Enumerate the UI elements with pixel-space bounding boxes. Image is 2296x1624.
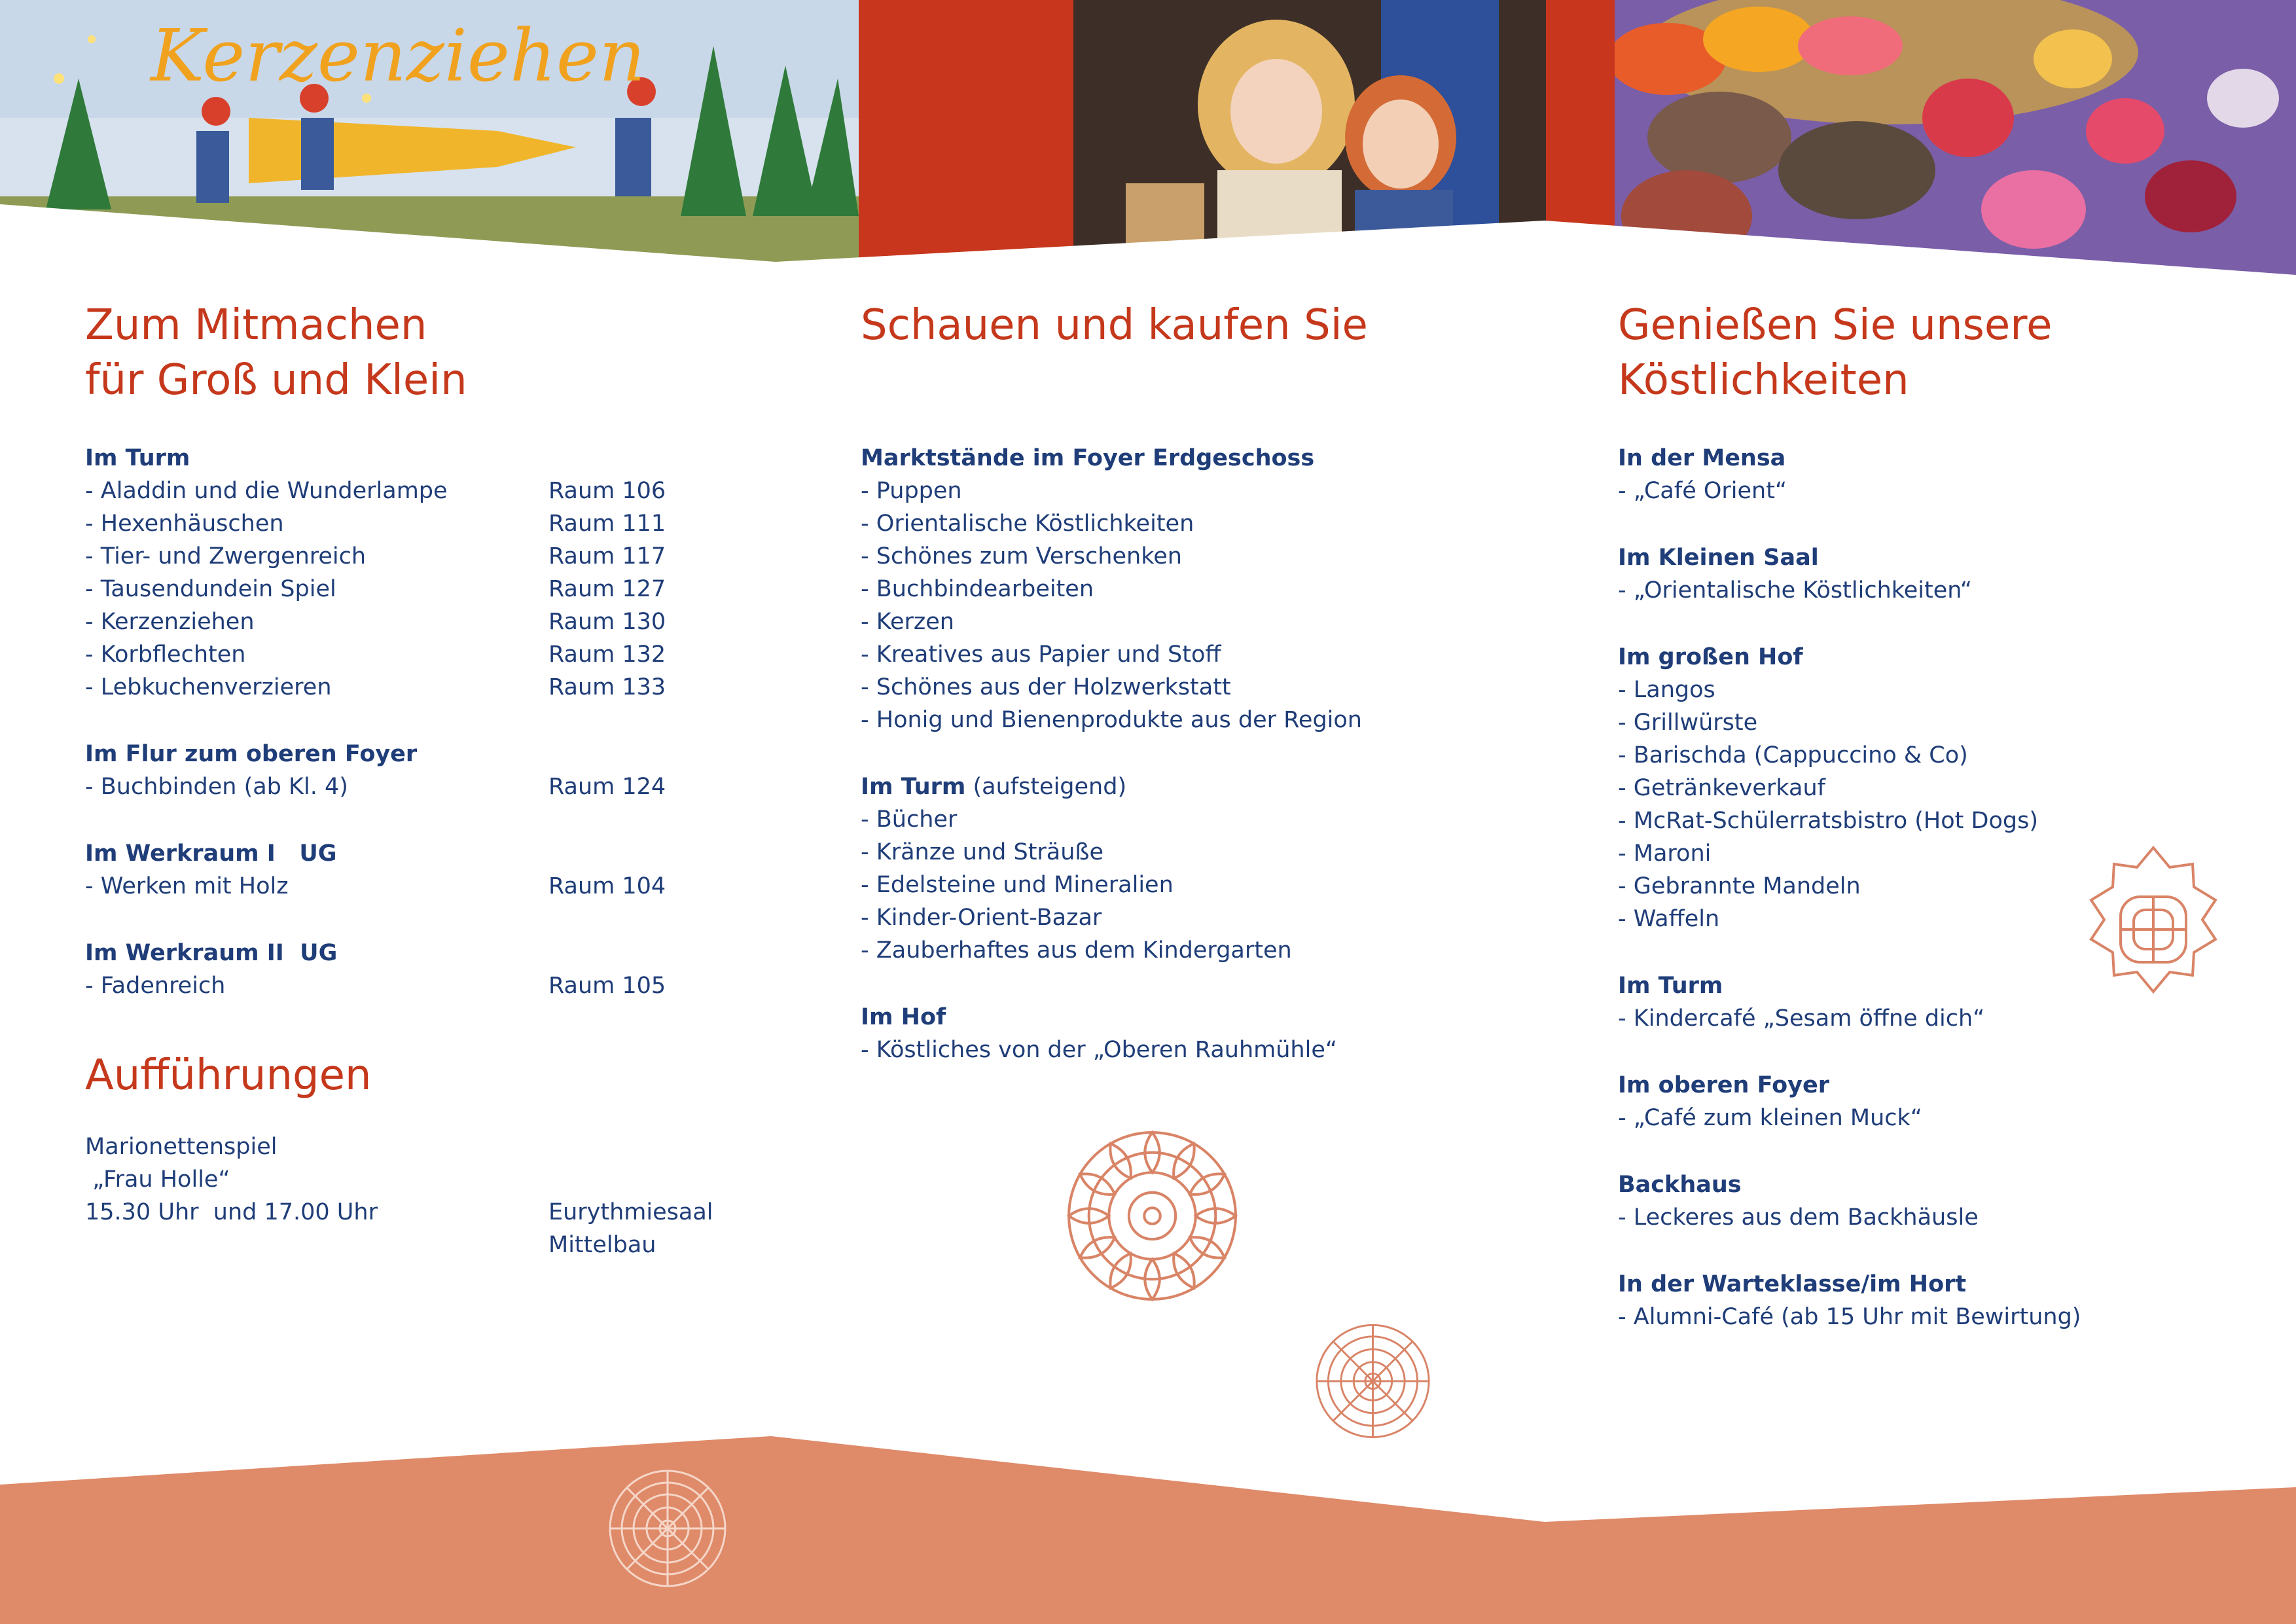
room-label: Raum 124 xyxy=(548,774,666,800)
performance-venue-sub: Mittelbau xyxy=(548,1232,656,1258)
section-title: Im Kleinen Saal xyxy=(1618,545,1819,571)
list-item: - Buchbindearbeiten xyxy=(861,576,1094,602)
list-item: - Waffeln xyxy=(1618,906,1720,932)
list-item: - Kindercafé „Sesam öffne dich“ xyxy=(1618,1005,1985,1032)
performance-block xyxy=(85,1130,772,1261)
list-item: - Kinder-Orient-Bazar xyxy=(861,905,1102,931)
performance-venue: Eurythmiesaal xyxy=(548,1199,713,1225)
section-kleiner-saal xyxy=(1618,541,2240,607)
section-hof xyxy=(861,1001,1581,1066)
footer-sun-ornament-icon xyxy=(605,1466,730,1591)
list-item: - Schönes aus der Holzwerkstatt xyxy=(861,674,1231,700)
section-title: Marktstände im Foyer Erdgeschoss xyxy=(861,445,1315,471)
section-im-turm xyxy=(85,442,772,704)
list-item: - Hexenhäuschen Raum 111 xyxy=(85,507,772,540)
knot-ornament-icon xyxy=(2088,844,2219,1015)
list-item: - Getränkeverkauf xyxy=(1618,775,1825,801)
list-item: - Orientalische Köstlichkeiten xyxy=(861,511,1194,537)
mandala-ornament-small-icon xyxy=(1312,1312,1433,1450)
section-title: Im Werkraum II UG xyxy=(85,940,338,966)
painting-title: Kerzenziehen xyxy=(151,14,645,98)
list-item: - „Café zum kleinen Muck“ xyxy=(1618,1105,1922,1131)
list-item: - Lebkuchenverzieren Raum 133 xyxy=(85,671,772,704)
header-zigzag-edge xyxy=(0,196,2296,301)
section-title: Backhaus xyxy=(1618,1172,1742,1198)
list-item: - Werken mit Holz Raum 104 xyxy=(85,870,772,903)
room-label: Raum 117 xyxy=(548,543,666,569)
section-mensa xyxy=(1618,442,2240,507)
section-backhaus xyxy=(1618,1168,2240,1234)
list-item: - Maroni xyxy=(1618,840,1712,867)
section-title: In der Warteklasse/im Hort xyxy=(1618,1271,1967,1297)
section-title-suffix: (aufsteigend) xyxy=(965,774,1127,800)
list-item: - Langos xyxy=(1618,677,1715,703)
section-title: Im Flur zum oberen Foyer xyxy=(85,741,418,767)
list-item: - Schönes zum Verschenken xyxy=(861,543,1182,569)
section-oberes-foyer xyxy=(1618,1069,2240,1134)
list-item: - Kreatives aus Papier und Stoff xyxy=(861,641,1221,668)
mandala-ornament-icon xyxy=(1066,1129,1239,1303)
performance-times: 15.30 Uhr und 17.00 Uhr Eurythmiesaal xyxy=(85,1196,772,1229)
room-label: Raum 132 xyxy=(548,641,666,668)
list-item: - Fadenreich Raum 105 xyxy=(85,969,772,1002)
room-label: Raum 130 xyxy=(548,609,666,635)
section-title: Im Turm xyxy=(1618,973,1723,999)
list-item: - Alumni-Café (ab 15 Uhr mit Bewirtung) xyxy=(1618,1304,2081,1330)
list-item: - Honig und Bienenprodukte aus der Region xyxy=(861,707,1362,733)
list-item: - Zauberhaftes aus dem Kindergarten xyxy=(861,937,1292,964)
section-title: Im Hof xyxy=(861,1004,946,1030)
list-item: - Kerzenziehen Raum 130 xyxy=(85,605,772,638)
section-title: Im Turm xyxy=(861,774,966,800)
list-item: - Kerzen xyxy=(861,609,954,635)
section-title: Im Turm xyxy=(85,445,190,471)
list-item: - Köstliches von der „Oberen Rauhmühle“ xyxy=(861,1037,1338,1063)
list-item: - Korbflechten Raum 132 xyxy=(85,638,772,671)
list-item: - Grillwürste xyxy=(1618,710,1758,736)
list-item: - Bücher xyxy=(861,806,958,833)
section-werkraum-2 xyxy=(85,937,772,1002)
column-market xyxy=(861,298,1581,1066)
performance-venue-line xyxy=(85,1229,772,1261)
list-item: - Kränze und Sträuße xyxy=(861,839,1104,865)
performance-name: „Frau Holle“ xyxy=(85,1166,230,1193)
section-title: Im großen Hof xyxy=(1618,644,1803,670)
list-item: - „Café Orient“ xyxy=(1618,478,1787,504)
section-marktstaende xyxy=(861,442,1581,736)
section-title-line xyxy=(861,770,1581,803)
list-item: - Puppen xyxy=(861,478,962,504)
performance-title: Marionettenspiel xyxy=(85,1134,278,1160)
list-item: - „Orientalische Köstlichkeiten“ xyxy=(1618,577,1973,604)
room-label: Raum 127 xyxy=(548,576,666,602)
section-flur-oberes-foyer xyxy=(85,738,772,803)
section-title: Im Werkraum I UG xyxy=(85,840,337,867)
list-item: - Edelsteine und Mineralien xyxy=(861,872,1174,898)
food-heading: Genießen Sie unsere Köstlichkeiten xyxy=(1618,301,2053,405)
column-activities xyxy=(85,298,772,1261)
list-item: - Tausendundein Spiel Raum 127 xyxy=(85,573,772,605)
section-turm-market xyxy=(861,770,1581,967)
list-item: - Barischda (Cappuccino & Co) xyxy=(1618,742,1968,768)
column-food xyxy=(1618,298,2240,1333)
list-item: - Buchbinden (ab Kl. 4) Raum 124 xyxy=(85,770,772,803)
room-label: Raum 105 xyxy=(548,973,666,999)
market-heading: Schauen und kaufen Sie xyxy=(861,301,1368,350)
list-item: - McRat-Schülerratsbistro (Hot Dogs) xyxy=(1618,808,2038,834)
section-werkraum-1 xyxy=(85,837,772,903)
room-label: Raum 111 xyxy=(548,511,666,537)
list-item: - Tier- und Zwergenreich Raum 117 xyxy=(85,540,772,573)
list-item: - Gebrannte Mandeln xyxy=(1618,873,1861,899)
list-item: - Aladdin und die Wunderlampe Raum 106 xyxy=(85,475,772,507)
footer-band xyxy=(0,1434,2296,1624)
section-warteklasse xyxy=(1618,1268,2240,1333)
performances-heading: Aufführungen xyxy=(85,1051,372,1100)
section-title: In der Mensa xyxy=(1618,445,1786,471)
room-label: Raum 133 xyxy=(548,674,666,700)
section-title: Im oberen Foyer xyxy=(1618,1072,1829,1098)
list-item: - Leckeres aus dem Backhäusle xyxy=(1618,1204,1979,1231)
room-label: Raum 104 xyxy=(548,873,666,899)
activities-heading: Zum Mitmachen für Groß und Klein xyxy=(85,301,467,405)
room-label: Raum 106 xyxy=(548,478,666,504)
